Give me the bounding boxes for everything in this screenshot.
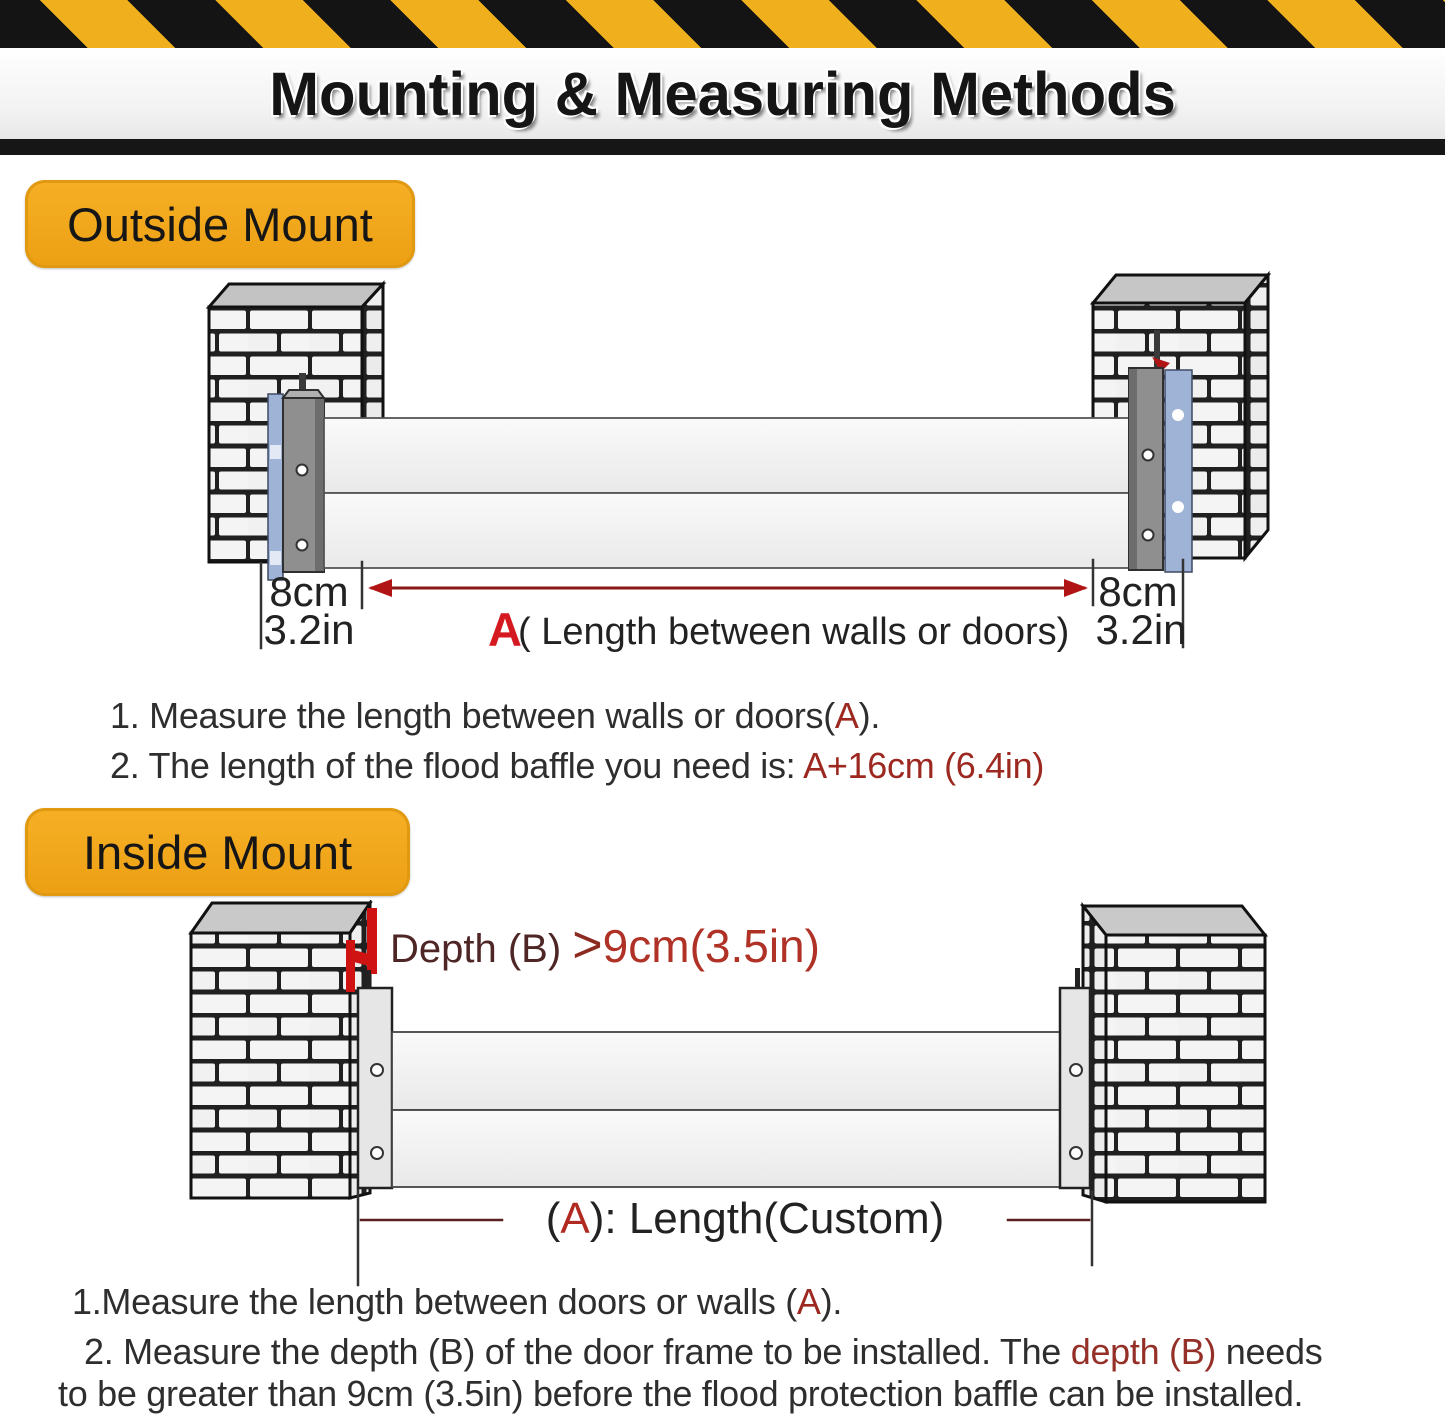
inside-mount-badge: [25, 808, 410, 896]
dimension-left-in: 3.2in: [263, 606, 355, 653]
right-seal-mark-bottom: [1172, 501, 1184, 513]
page-title: Mounting & Measuring Methods: [269, 59, 1176, 128]
inside-left-pin: [366, 970, 371, 988]
outside-step-1: 1. Measure the length between walls or doors(A).: [110, 695, 881, 736]
inside-right-screw-hole-top: [1070, 1064, 1082, 1076]
barrier-board-bottom: [392, 1110, 1060, 1187]
inside-right-plate: [1060, 968, 1090, 1188]
banner-divider-bar: [0, 139, 1445, 155]
inside-left-plate: [358, 970, 392, 1188]
dimension-right-cm: 8cm: [1098, 568, 1178, 615]
inside-mount-badge-label: Inside Mount: [82, 825, 353, 879]
hazard-stripe-banner: [0, 0, 1445, 48]
right-bracket-screw-hole-bottom: [1143, 530, 1154, 541]
outside-left-mount: [268, 373, 324, 580]
dimension-left-cm: 8cm: [269, 568, 349, 615]
length-arrowhead-right: [1064, 579, 1088, 597]
inside-step-1: 1.Measure the length between doors or walls (A).: [72, 1281, 843, 1322]
inside-right-screw-hole-bottom: [1070, 1147, 1082, 1159]
depth-annotation: Depth (B) >9cm(3.5in): [390, 916, 820, 974]
inside-mount-diagram: [0, 900, 1445, 1300]
title-band: [0, 48, 1445, 139]
length-annotation: (A): Length(Custom): [545, 1194, 945, 1243]
left-seal-mark-top: [270, 445, 281, 459]
inside-right-pin: [1075, 968, 1080, 988]
left-bracket-screw-hole-bottom: [297, 540, 308, 551]
inside-left-screw-hole-bottom: [371, 1147, 383, 1159]
dimension-a-letter: A: [488, 603, 522, 656]
inside-step-2-line-1: 2. Measure the depth (B) of the door frame to be installed. The depth (B) needs: [84, 1331, 1323, 1372]
right-seal-mark-top: [1172, 409, 1184, 421]
dimension-a-label: ( Length between walls or doors): [518, 611, 1070, 653]
barrier-board-top: [392, 1032, 1060, 1110]
right-bracket-screw-hole-top: [1143, 450, 1154, 461]
barrier-board-top: [324, 418, 1130, 493]
outside-step-2: 2. The length of the flood baffle you need is: A+16cm (6.4in): [110, 745, 1045, 786]
left-seal-mark-bottom: [270, 551, 281, 565]
inside-flood-barrier: [392, 1032, 1060, 1187]
inside-right-pillar: [1083, 906, 1265, 1202]
inside-left-screw-hole-top: [371, 1064, 383, 1076]
left-bracket-screw-hole-top: [297, 465, 308, 476]
right-seal-strip: [1165, 370, 1192, 572]
outside-flood-barrier: [324, 418, 1130, 568]
outside-mount-diagram: [0, 262, 1445, 662]
outside-mount-badge: [25, 180, 415, 268]
inside-left-pillar: [191, 903, 370, 1198]
inside-step-2-line-2: to be greater than 9cm (3.5in) before the flood protection baffle can be installed.: [58, 1373, 1304, 1414]
length-arrowhead-left: [368, 579, 392, 597]
outside-mount-badge-label: Outside Mount: [67, 197, 373, 251]
barrier-board-bottom: [324, 493, 1130, 568]
dimension-right-in: 3.2in: [1095, 606, 1187, 653]
